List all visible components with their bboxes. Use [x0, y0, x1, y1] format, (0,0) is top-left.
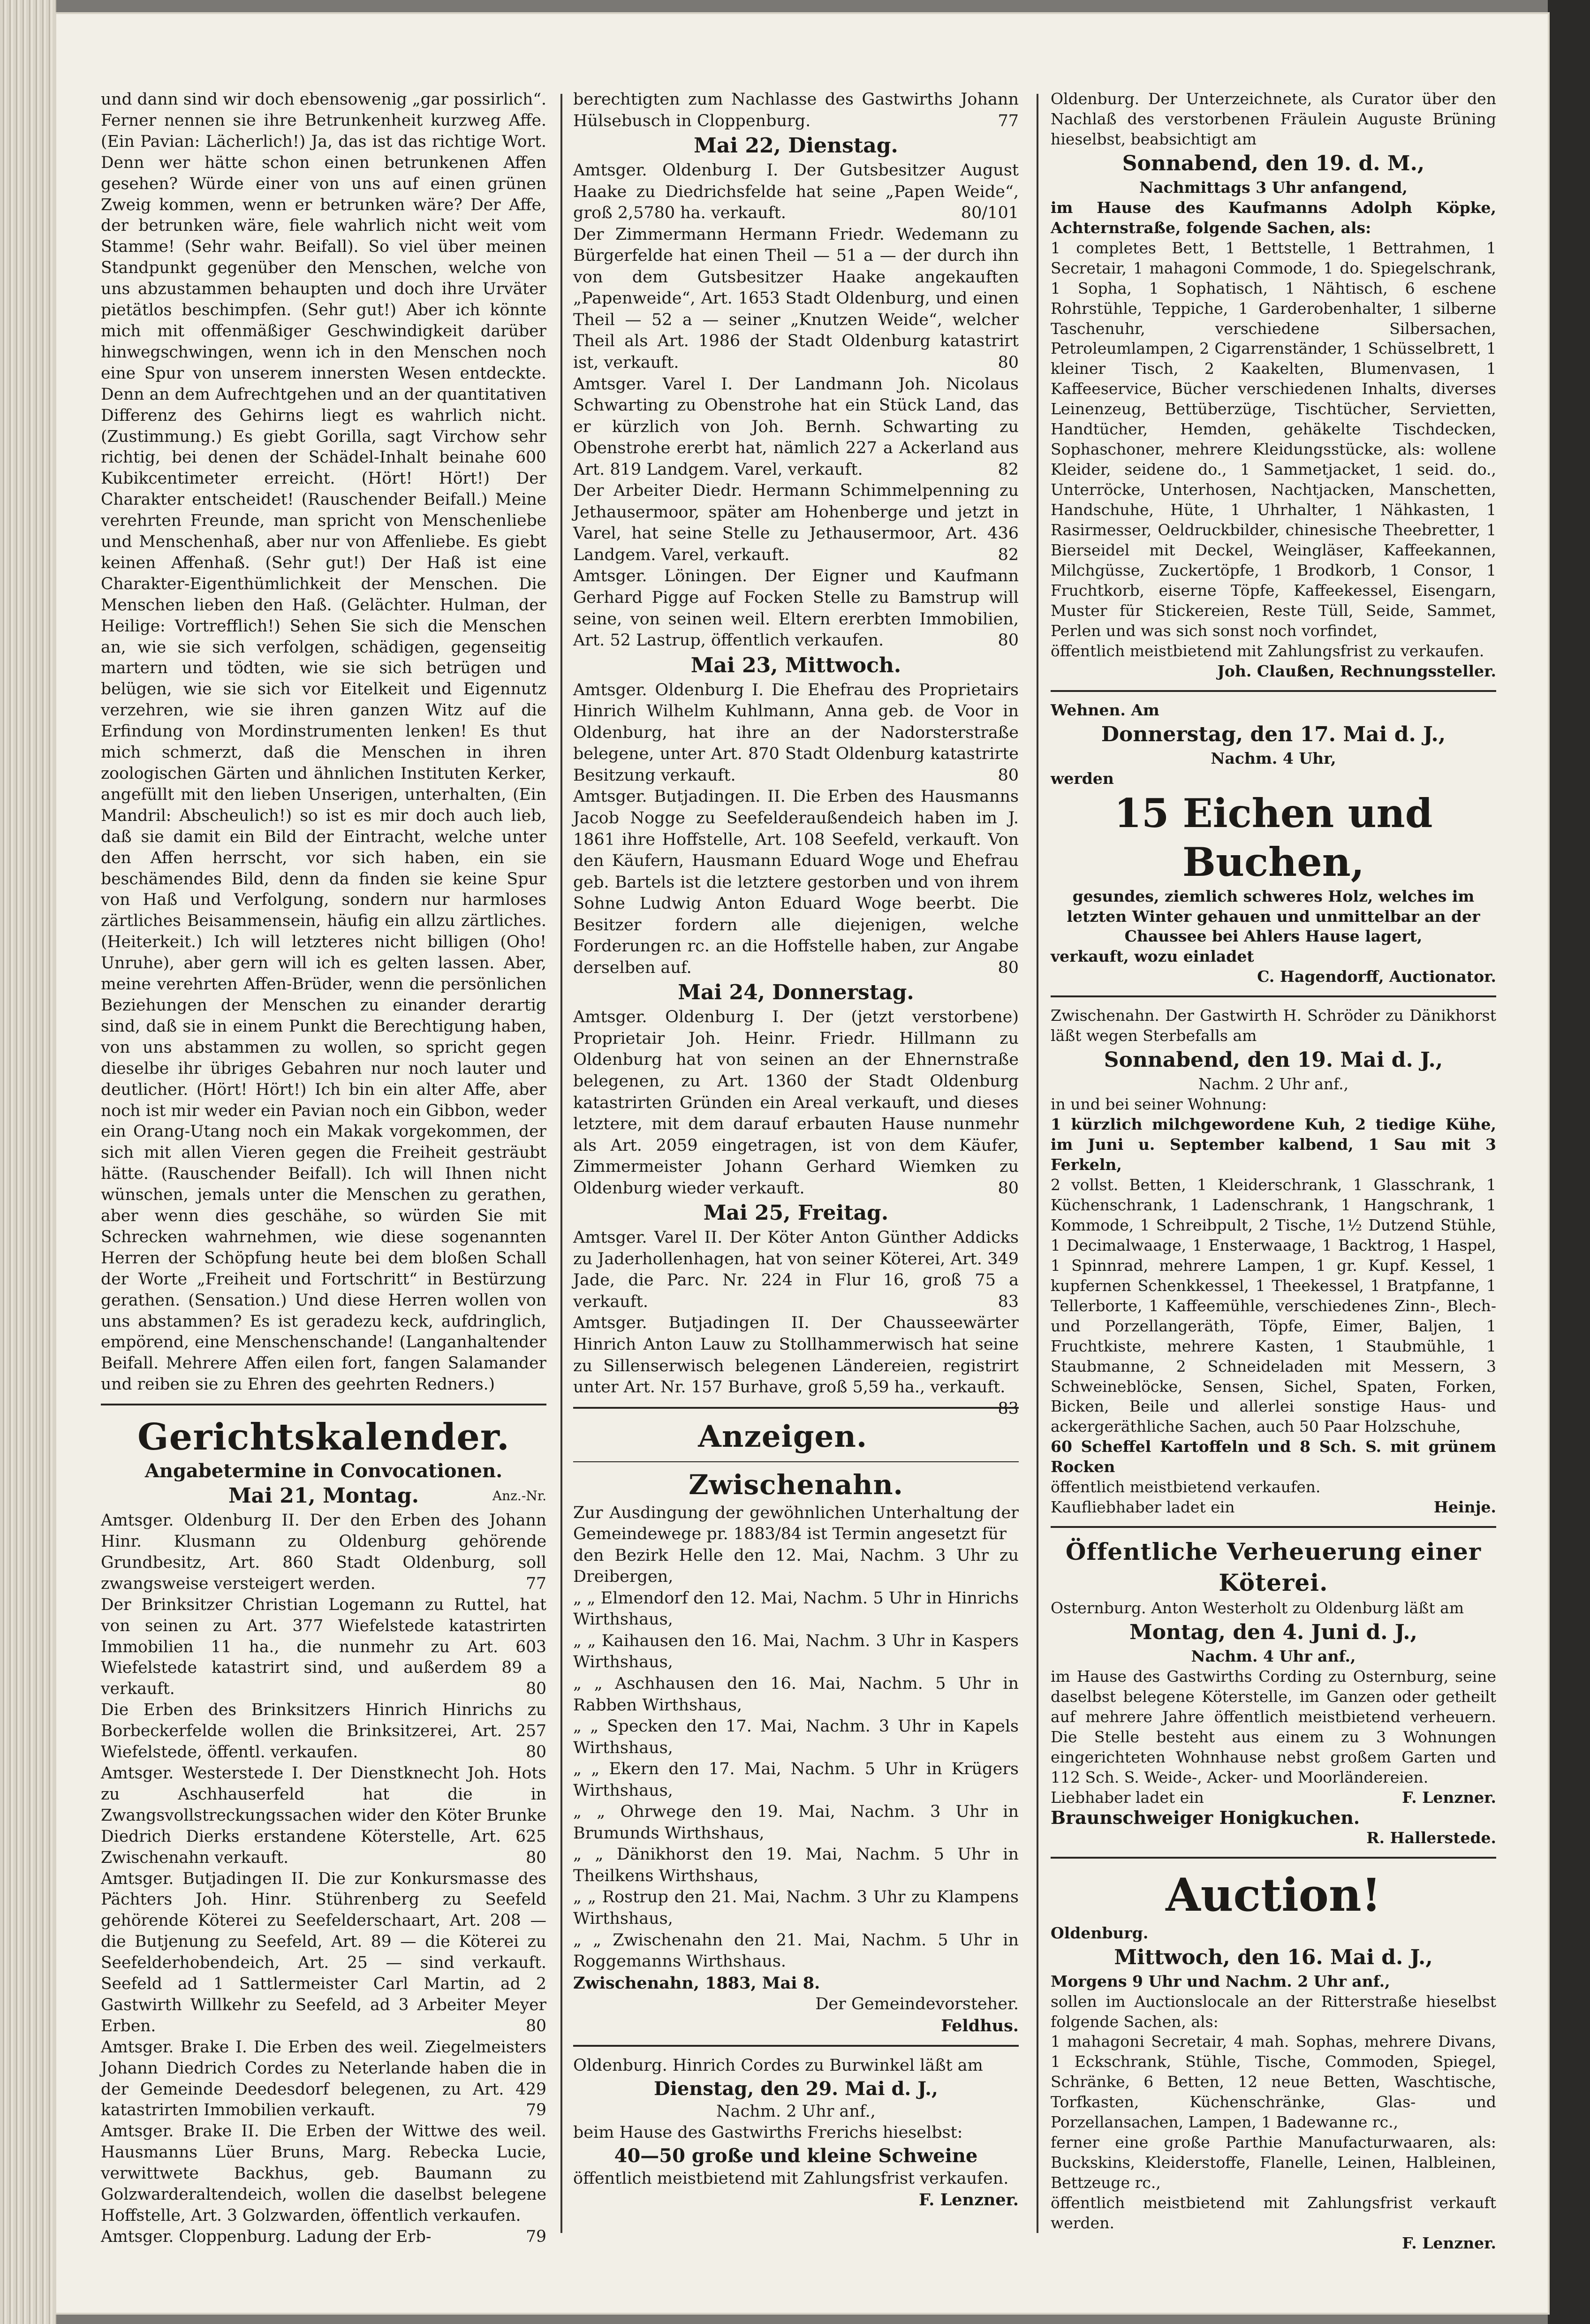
anz-nr-label: Anz.-Nr.	[492, 1488, 546, 1504]
zwischenahn-item: „ „ Specken den 17. Mai, Nachm. 3 Uhr in Kapels Wirthshaus,	[573, 1717, 1019, 1757]
entry-number: 83	[998, 1292, 1019, 1311]
date-heading: Mai 22, Dienstag.	[694, 134, 898, 158]
zwischenahn-item: „ „ Elmendorf den 12. Mai, Nachm. 5 Uhr in Hinrichs Wirthshaus,	[573, 1588, 1019, 1629]
zwischenahn-item: „ „ Dänikhorst den 19. Mai, Nachm. 5 Uhr in Theilkens Wirthshaus,	[573, 1845, 1019, 1885]
section-rule	[101, 1404, 546, 1405]
entry-text: Amtsger. Butjadingen II. Die zur Konkursmasse des Pächters Joh. Hinr. Stührenberg zu Seefeld gehörende Köterei zu Seefelderschaart, Art. 208 — die Butjenung zu Seefeld, Art. 89 — die Köterei zu Seefelderhobendeich, Art. 25 — sind verkauft. Seefeld ad 1 Sattlermeister Carl Martin, ad 2 Gastwirth Willkehr zu Seefeld, ad 3 Arbeiter Meyer Erben.	[101, 1869, 546, 2035]
section-rule	[1051, 1526, 1496, 1528]
entry-text: Amtsger. Varel II. Der Köter Anton Günther Addicks zu Jaderhollenhagen, hat von seiner Köterei, Art. 349 Jade, die Parc. Nr. 224 in Flur 16, groß 75 a verkauft.	[573, 1228, 1019, 1311]
entry-text: berechtigten zum Nachlasse des Gastwirths Johann Hülsebusch in Cloppenburg.	[573, 90, 1019, 130]
honey-cake-signer: R. Hallerstede.	[1366, 1828, 1496, 1847]
ad3-invite: Kaufliebhaber ladet ein	[1051, 1498, 1235, 1517]
anzeigen-title: Anzeigen.	[698, 1419, 868, 1454]
date-heading: Mai 21, Montag.	[228, 1484, 419, 1508]
column-2	[573, 89, 1019, 2256]
ad2-end: verkauft, wozu einladet	[1051, 947, 1254, 966]
ad2-werden: werden	[1051, 769, 1114, 788]
cordes-signer: F. Lenzner.	[918, 2190, 1019, 2210]
cordes-place: beim Hause des Gastwirths Frerichs hieselbst:	[573, 2123, 963, 2142]
court-entries	[101, 1510, 546, 2248]
zwischenahn-item: „ „ Ekern den 17. Mai, Nachm. 5 Uhr in Krügers Wirthshaus,	[573, 1760, 1019, 1800]
ad4-text: im Hause des Gastwirths Cording zu Osternburg, seine daselbst belegene Köterstelle, im Ganzen oder getheilt auf mehrere Jahre öffentlich meistbietend verheuern. Die Stelle besteht aus einem zu 3 Wohnungen eingerichteten Wohnhause nebst großem Garten und 112 Sch. S. Weide-, Acker- und Moorländereien.	[1051, 1667, 1496, 1786]
entry-number: 80	[526, 1848, 546, 1867]
entry-number: 83	[998, 1399, 1019, 1418]
zwischenahn-signer-title: Der Gemeindevorsteher.	[815, 1995, 1019, 2014]
entry-text: Amtsger. Brake II. Die Erben der Wittwe des weil. Hausmanns Lüer Bruns, Marg. Rebecka Lucie, verwittwete Backhus, geb. Baumann zu Golzwarderaltendeich, wollen die daselbst belegene Hoffstelle, Art. 3 Golzwarden, öffentlich verkaufen.	[101, 2122, 546, 2225]
auction-time: Morgens 9 Uhr und Nachm. 2 Uhr anf.,	[1051, 1972, 1390, 1990]
entry-text: Amtsger. Butjadingen II. Der Chausseewärter Hinrich Anton Lauw zu Stollhammerwisch hat seine zu Sillenserwisch belegenen Ländereien, registrirt unter Art. Nr. 157 Burhave, groß 5,59 ha., verkauft.	[573, 1314, 1019, 1397]
section-rule	[573, 2045, 1019, 2047]
date-heading-row	[101, 1482, 546, 1510]
date-heading: Mai 24, Donnerstag.	[678, 980, 914, 1005]
ad3-time: Nachm. 2 Uhr anf.,	[1198, 1075, 1349, 1094]
column-separator	[1037, 94, 1038, 2233]
ad2-head: Wehnen. Am	[1051, 700, 1159, 719]
date-heading: Mai 23, Mittwoch.	[690, 653, 901, 677]
entry-text: Der Arbeiter Diedr. Hermann Schimmelpenning zu Jethausermoor, später am Hohenberge und jetzt in Varel, hat seine Stelle zu Jethausermoor, Art. 436 Landgem. Varel, verkauft.	[573, 481, 1019, 564]
entry-number: 80	[526, 1743, 546, 1762]
court-entry	[101, 2226, 546, 2248]
zwischenahn-item: „ „ Ohrwege den 19. Mai, Nachm. 3 Uhr in Brumunds Wirthshaus,	[573, 1802, 1019, 1843]
entry-number: 82	[998, 545, 1019, 564]
entry-text: Der Zimmermann Hermann Friedr. Wedemann zu Bürgerfelde hat einen Theil — 51 a — der durch ihn von dem Gutsbesitzer Haake angekauften „Papenweide“, Art. 1653 Stadt Oldenburg, und einen Theil — 52 a — seiner „Knutzen Weide“, welcher Theil als Art. 1986 der Stadt Oldenburg katastrirt ist, verkauft.	[573, 225, 1019, 372]
ad4-head: Osternburg. Anton Westerholt zu Oldenburg läßt am	[1051, 1599, 1464, 1618]
ad2-text: gesundes, ziemlich schweres Holz, welches im letzten Winter gehauen und unmittelbar an der Chaussee bei Ahlers Hause lagert,	[1067, 887, 1480, 946]
court-entry	[573, 480, 1019, 566]
ad4-signer: F. Lenzner.	[1402, 1788, 1496, 1807]
entry-number: 80/101	[961, 204, 1019, 223]
entry-number: 77	[998, 111, 1019, 130]
cordes-text: öffentlich meistbietend mit Zahlungsfrist verkaufen.	[573, 2169, 1009, 2188]
ad1-signer: Joh. Claußen, Rechnungssteller.	[1217, 661, 1496, 680]
entry-text: Amtsger. Varel I. Der Landmann Joh. Nicolaus Schwarting zu Obenstrohe hat ein Stück Land, das er kürzlich von Joh. Bernh. Schwarting zu Obenstrohe ererbt hat, nämlich 227 a Ackerland aus Art. 819 Landgem. Varel, verkauft.	[573, 374, 1019, 479]
zwischenahn-signer: Feldhus.	[941, 2016, 1019, 2035]
court-entry	[573, 1313, 1019, 1418]
entry-text: Amtsger. Brake I. Die Erben des weil. Ziegelmeisters Johann Diedrich Cordes zu Neterlande haben die in der Gemeinde Deedesdorf belegenen, zu Art. 429 katastrirten Immobilien verkauft.	[101, 2037, 546, 2120]
ad3-head: Zwischenahn. Der Gastwirth H. Schröder zu Dänikhorst läßt wegen Sterbefalls am	[1051, 1006, 1496, 1045]
court-entry	[573, 566, 1019, 651]
entry-number: 80	[526, 1679, 546, 1699]
section-rule	[1051, 1857, 1496, 1859]
ad3-place: in und bei seiner Wohnung:	[1051, 1095, 1267, 1114]
ad2-big-title: 15 Eichen und Buchen,	[1114, 790, 1433, 885]
court-entry	[573, 786, 1019, 979]
date-heading: Mai 25, Freitag.	[703, 1201, 889, 1225]
court-entry	[573, 89, 1019, 132]
zwischenahn-item: „ „ Rostrup den 21. Mai, Nachm. 3 Uhr zu Klampens Wirthshaus,	[573, 1888, 1019, 1929]
court-entry	[101, 1700, 546, 1763]
section-rule	[573, 1461, 1019, 1462]
ad4-invite: Liebhaber ladet ein	[1051, 1788, 1204, 1807]
entry-text: Amtsger. Westerstede I. Der Dienstknecht Joh. Hots zu Aschhauserfeld hat die in Zwangsvollstreckungssachen wider den Köter Brunke Diedrich Dierks erstandene Köterstelle, Art. 625 Zwischenahn verkauft.	[101, 1763, 546, 1867]
honey-cake-ad: Braunschweiger Honigkuchen.	[1051, 1807, 1360, 1828]
entry-text: Amtsger. Löningen. Der Eigner und Kaufmann Gerhard Pigge auf Focken Stelle zu Bamstrup will seine, von seinen weil. Eltern ererbten Immobilien, Art. 52 Lastrup, öffentlich verkaufen.	[573, 567, 1019, 650]
entry-number: 79	[526, 2227, 546, 2246]
section-rule	[1051, 690, 1496, 692]
ad1-time: Nachmittags 3 Uhr anfangend,	[1139, 178, 1408, 197]
court-entry	[101, 2037, 546, 2121]
entry-text: Amtsger. Oldenburg II. Der den Erben des Johann Hinr. Klusmann zu Oldenburg gehörende Grundbesitz, Art. 860 Stadt Oldenburg, soll zwangsweise versteigert werden.	[101, 1511, 546, 1593]
ad3-end: öffentlich meistbietend verkaufen.	[1051, 1478, 1321, 1496]
ad3-signer: Heinje.	[1433, 1498, 1496, 1517]
entry-number: 80	[998, 631, 1019, 650]
auction-more: ferner eine große Parthie Manufacturwaaren, als: Buckskins, Kleiderstoffe, Flanelle, Leinen, Halbleinen, Bettzeuge rc.,	[1051, 2133, 1496, 2192]
court-entries-continued	[573, 89, 1019, 1418]
court-entry	[573, 1007, 1019, 1199]
ad2-signer: C. Hagendorff, Auctionator.	[1257, 967, 1496, 986]
auction-end: öffentlich meistbietend mit Zahlungsfrist verkauft werden.	[1051, 2194, 1496, 2233]
auction-head: Oldenburg.	[1051, 1923, 1149, 1942]
entry-number: 80	[998, 958, 1019, 977]
entry-text: Der Brinksitzer Christian Logemann zu Ruttel, hat von seinen zu Art. 377 Wiefelstede katastrirten Immobilien 11 ha., die nunmehr zu Art. 603 Wiefelstede katastrirt sind, und außerdem 89 a verkauft.	[101, 1595, 546, 1699]
entry-text: Die Erben des Brinksitzers Hinrich Hinrichs zu Borbeckerfelde wollen die Brinksitzerei, Art. 257 Wiefelstede, öffentl. verkaufen.	[101, 1701, 546, 1762]
column-3	[1051, 89, 1496, 2256]
cordes-item: 40—50 große und kleine Schweine	[614, 2144, 978, 2167]
entry-number: 77	[526, 1574, 546, 1593]
ad2-time: Nachm. 4 Uhr,	[1211, 749, 1336, 767]
ad4-sign-row	[1051, 1788, 1496, 1808]
cordes-date: Dienstag, den 29. Mai d. J.,	[654, 2077, 938, 2100]
entry-text: Amtsger. Butjadingen. II. Die Erben des Hausmanns Jacob Nogge zu Seefelderaußendeich haben im J. 1861 ihre Hoffstelle, Art. 108 Seefeld, verkauft. Von den Käufern, Hausmann Eduard Woge und Ehefrau geb. Bartels ist die letztere gestorben und von ihrem Sohne Ludwig Anton Eduard Woge beerbt. Die Besitzer fordern alle diejenigen, welche Forderungen rc. an die Hoffstelle haben, zur Angabe derselben auf.	[573, 787, 1019, 977]
entry-text: Amtsger. Oldenburg I. Der (jetzt verstorbene) Proprietair Joh. Heinr. Friedr. Hillmann zu Oldenburg hat von seinen an der Ehnernstraße belegenen, zu Art. 1360 der Stadt Oldenburg katastrirten Gründen ein Areal verkauft, und dieses letztere, mit dem darauf erbauten Hause nunmehr als Art. 2059 eingetragen, ist von dem Käufer, Zimmermeister Johann Gerhard Wiemken zu Oldenburg wieder verkauft.	[573, 1008, 1019, 1198]
column-separator	[560, 94, 562, 2233]
auction-text: sollen im Auctionslocale an der Ritterstraße hieselbst folgende Sachen, als:	[1051, 1992, 1496, 2031]
court-entry	[101, 1595, 546, 1700]
book-page-edges	[0, 0, 56, 2324]
entry-text: Amtsger. Oldenburg I. Der Gutsbesitzer August Haake zu Diedrichsfelde hat seine „Papen Weide“, groß 2,5780 ha. verkauft.	[573, 161, 1019, 223]
cordes-time: Nachm. 2 Uhr anf.,	[716, 2102, 876, 2121]
zwischenahn-intro: Zur Ausdingung der gewöhnlichen Unterhaltung der Gemeindewege pr. 1883/84 ist Termin angesetzt für	[573, 1503, 1019, 1544]
ad4-date: Montag, den 4. Juni d. J.,	[1129, 1620, 1417, 1645]
auction-title: Auction!	[1166, 1868, 1381, 1921]
section-rule	[1051, 995, 1496, 997]
entry-number: 80	[998, 766, 1019, 785]
ad1-head: Oldenburg. Der Unterzeichnete, als Curator über den Nachlaß des verstorbenen Fräulein Auguste Brüning hieselbst, beabsichtigt am	[1051, 90, 1496, 148]
ad3-livestock: 1 kürzlich milchgewordene Kuh, 2 tiedige Kühe, im Juni u. September kalbend, 1 Sau mit 3 Ferkeln,	[1051, 1115, 1496, 1174]
cordes-head: Oldenburg. Hinrich Cordes zu Burwinkel läßt am	[573, 2056, 983, 2075]
court-entry	[101, 1510, 546, 1595]
auction-items: 1 mahagoni Secretair, 4 mah. Sophas, mehrere Divans, 1 Eckschrank, Stühle, Tische, Commoden, Spiegel, Schränke, 6 Betten, 12 neue Betten, Waschtische, Torfkasten, Küchenschränke, Glas- und Porzellansachen, Lampen, 1 Badewanne rc.,	[1051, 2032, 1496, 2132]
entry-number: 82	[998, 460, 1019, 479]
auction-signer: F. Lenzner.	[1402, 2234, 1496, 2253]
entry-text: Amtsger. Cloppenburg. Ladung der Erb-	[101, 2227, 432, 2246]
court-entry	[573, 224, 1019, 374]
zwischenahn-title: Zwischenahn.	[689, 1468, 903, 1501]
ad3-sign-row	[1051, 1497, 1496, 1518]
column-1	[101, 89, 546, 2256]
ad1-date: Sonnabend, den 19. d. M.,	[1122, 151, 1425, 175]
ad1-place: im Hause des Kaufmanns Adolph Köpke, Achternstraße, folgende Sachen, als:	[1051, 198, 1496, 237]
court-entry	[101, 1868, 546, 2037]
section-rule	[573, 1407, 1019, 1409]
ad2-date: Donnerstag, den 17. Mai d. J.,	[1101, 722, 1446, 746]
court-calendar-title: Gerichtskalender.	[137, 1416, 510, 1459]
court-entry	[573, 1227, 1019, 1313]
ad3-potatoes: 60 Scheffel Kartoffeln und 8 Sch. S. mit grünem Rocken	[1051, 1437, 1496, 1476]
ad3-items: 2 vollst. Betten, 1 Kleiderschrank, 1 Glasschrank, 1 Küchenschrank, 1 Ladenschrank, 1 Hangschrank, 1 Kommode, 1 Schreibpult, 2 Tische, 1½ Dutzend Stühle, 1 Decimalwaage, 1 Ensterwaage, 1 Backtrog, 1 Haspel, 1 Spinnrad, mehrere Lampen, 1 gr. Kupf. Kessel, 1 kupfernen Schenkkessel, 1 Theekessel, 1 Bratpfanne, 1 Tellerborte, 1 Kaffeemühle, verschiedenes Zinn-, Blech- und Porzellangeräth, Töpfe, Eimer, Baljen, 1 Fruchtkiste, mehrere Kasten, 1 Staubmühle, 1 Staubmanne, 2 Schneideladen mit Messern, 3 Schweineblöcke, Sensen, Sichel, Spaten, Forken, Bicken, Beile und allerlei sonstige Haus- und ackergeräthliche Sachen, auch 50 Paar Holzschuhe,	[1051, 1175, 1496, 1436]
entry-text: Amtsger. Oldenburg I. Die Ehefrau des Proprietairs Hinrich Wilhelm Kuhlmann, Anna geb. de Voor in Oldenburg, hat ihre an der Nadorsterstraße belegene, unter Art. 870 Stadt Oldenburg katastrirte Besitzung verkauft.	[573, 680, 1019, 785]
ad1-items: 1 completes Bett, 1 Bettstelle, 1 Bettrahmen, 1 Secretair, 1 mahagoni Commode, 1 do. Spiegelschrank, 1 Sopha, 1 Sophatisch, 1 Nähtisch, 6 eschene Rohrstühle, Teppiche, 1 Garderobenhalter, 1 silberne Taschenuhr, verschiedene Silbersachen, Petroleumlampen, 2 Cigarrenständer, 1 Schüsselbrett, 1 kleiner Tisch, 2 Kaakelten, Blumenvasen, 1 Kaffeeservice, Bücher verschiedenen Inhalts, diverses Leinenzeug, Bettüberzüge, Tischtücher, Servietten, Handtücher, Hemden, gehäkelte Tischdecken, Sophaschoner, mehrere Kleidungsstücke, als: wollene Kleider, seidene do., 1 Sammetjacket, 1 seid. do., Unterröcke, Unterhosen, Nachtjacken, Manschetten, Handschuhe, Hüte, 1 Uhrhalter, 1 Nähkasten, 1 Rasirmesser, Oeldruckbilder, chinesische Theebretter, 1 Bierseidel mit Deckel, Weingläser, Kaffeekannen, Milchgüsse, Zuckertöpfe, 1 Brodkorb, 1 Consor, 1 Fruchtkorb, eiserne Töpfe, Kaffeekessel, Eisengarn, Muster für Stickereien, Reste Tüll, Seide, Sammet, Perlen und was sich sonst noch vorfindet,	[1051, 238, 1496, 640]
ad1-end: öffentlich meistbietend mit Zahlungsfrist zu verkaufen.	[1051, 641, 1484, 660]
speech-text: und dann sind wir doch ebensowenig „gar possirlich“. Ferner nennen sie ihre Betrunkenheit kurzweg Affe. (Ein Pavian: Lächerlich!) Ja, das ist das richtige Wort. Denn wer hätte schon einen betrunkenen Affen gesehen? Würde einer von uns auf einen grünen Zweig kommen, wenn er betrunken wäre? Der Affe, der betrunken wäre, fiele wahrlich nicht weit vom Stamme! (Sehr wahr. Beifall). So viel über meinen Standpunkt gegenüber den Menschen, welche von uns abzustammen behaupten und doch ihre Urväter pietätlos beschimpfen. (Sehr gut!) Aber ich könnte mich mit offenmäßiger Geschwindigkeit darüber hinwegschwingen, wenn ich in den Menschen noch eine Spur von unserem innersten Wesen entdeckte. Denn an dem Aufrechtgehen und an der quantitativen Differenz des Gehirns liegt es wahrlich nicht. (Zustimmung.) Es giebt Gorilla, sagt Virchow sehr richtig, bei denen der Schädel-Inhalt beinahe 600 Kubikcentimeter erreicht. (Hört! Hört!) Der Charakter entscheidet! (Rauschender Beifall.) Meine verehrten Freunde, man spricht von Menschenliebe und Menschenhaß, aber nur von Affenliebe. Es giebt keinen Affenhaß. (Sehr gut!) Der Haß ist eine Charakter-Eigenthümlichkeit der Menschen. Die Menschen lieben den Haß. (Gelächter. Hulman, der Heilige: Vortrefflich!) Sehen Sie sich die Menschen an, wie sie sich verfolgen, schädigen, gegenseitig martern und tödten, wie sie sich betrügen und belügen, wie sie sich vor Eitelkeit und Eigennutz verzehren, wie sie ihren ganzen Witz auf die Erfindung von Mordinstrumenten lenken! Es thut mich schmerzt, daß die Menschen in ihren zoologischen Gärten und ähnlichen Instituten Kerker, angefüllt mit den lieben Unserigen, unterhalten, (Ein Mandril: Abscheulich!) so ist es mir doch auch lieb, daß sie damit ein Bild der Eintracht, welche unter den Affen herrscht, vor sich haben, ein sie beschämendes Bild, denn da finden sie keine Spur von Haß und Verfolgung, sondern nur harmloses zärtliches Beisammensein, häufig ein allzu zärtliches. (Heiterkeit.) Ich will letzteres nicht billigen (Oho! Unruhe), aber gern will ich es gelten lassen. Aber, meine verehrten Affen-Brüder, wenn die persönlichen Beziehungen der Menschen zu einander derartig sind, daß sie in einem Punkt die Berechtigung haben, von uns abstammen zu wollen, so spricht gegen dieselbe ihr übriges Gebahren nur noch lauter und deutlicher. (Hört! Hört!) Ich bin ein alter Affe, aber noch ist mir weder ein Pavian noch ein Gibbon, weder ein Orang-Utang noch ein Makak vorgekommen, der sich mit allen Vieren gegen die Freiheit gesträubt hätte. (Rauschender Beifall). Ich will Ihnen nicht wünschen, jemals unter die Menschen zu gerathen, aber wenn dies geschähe, so würden Sie mit Schrecken wahrnehmen, wie diese sogenannten Herren der Schöpfung heute bei dem bloßen Schall der Worte „Freiheit und Fortschritt“ in Bestürzung gerathen. (Sensation.) Und diese Herren wollen von uns abstammen? Es ist geradezu keck, aufdringlich, empörend, eine Menschenschande! (Langanhaltender Beifall. Mehrere Affen eilen fort, fangen Salamander und reiben sie zu Ehren des geehrten Redners.)	[101, 90, 546, 1394]
zwischenahn-date: Zwischenahn, 1883, Mai 8.	[573, 1973, 820, 1993]
auction-date: Mittwoch, den 16. Mai d. J.,	[1114, 1945, 1433, 1969]
entry-number: 80	[998, 353, 1019, 372]
ad4-time: Nachm. 4 Uhr anf.,	[1191, 1647, 1356, 1666]
zwischenahn-item: „ „ Aschhausen den 16. Mai, Nachm. 5 Uhr in Rabben Wirthshaus,	[573, 1674, 1019, 1715]
ad4-title: Öffentliche Verheuerung einer Köterei.	[1065, 1538, 1482, 1597]
court-entry	[573, 374, 1019, 481]
ad3-date: Sonnabend, den 19. Mai d. J.,	[1104, 1048, 1443, 1072]
zwischenahn-item: den Bezirk Helle den 12. Mai, Nachm. 3 Uhr zu Dreibergen,	[573, 1546, 1019, 1587]
entry-number: 80	[526, 2016, 546, 2035]
court-entry	[573, 160, 1019, 224]
court-entry	[573, 680, 1019, 787]
court-calendar-subtitle: Angabetermine in Convocationen.	[144, 1460, 503, 1482]
zwischenahn-item: „ „ Zwischenahn den 21. Mai, Nachm. 5 Uhr in Roggemanns Wirthshaus.	[573, 1930, 1019, 1971]
entry-number: 80	[998, 1178, 1019, 1198]
court-entry	[101, 1763, 546, 1868]
binding-shadow	[1548, 0, 1590, 2324]
zwischenahn-item: „ „ Kaihausen den 16. Mai, Nachm. 3 Uhr in Kaspers Wirthshaus,	[573, 1631, 1019, 1672]
entry-number: 79	[526, 2101, 546, 2120]
